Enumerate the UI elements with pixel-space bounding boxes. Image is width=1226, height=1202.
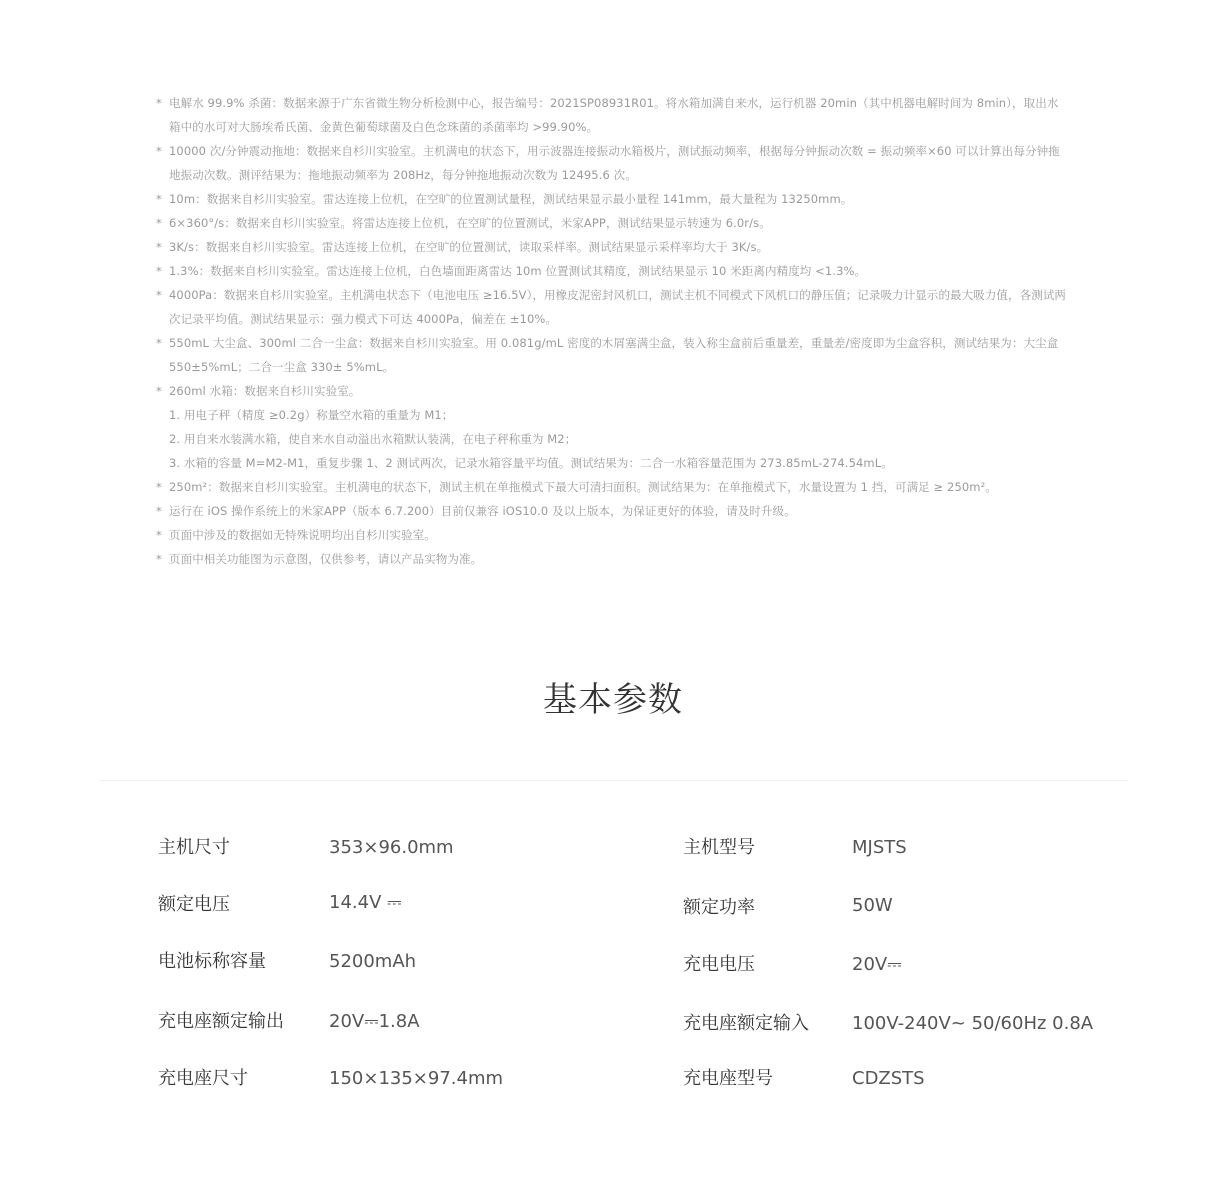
footnote-text: 260ml 水箱：数据来自杉川实验室。 bbox=[169, 384, 361, 398]
asterisk-mark: * bbox=[156, 192, 162, 206]
footnote-text: 1. 用电子秤（精度 ≥0.2g）称量空水箱的重量为 M1； bbox=[169, 408, 454, 422]
asterisk-mark: * bbox=[156, 96, 162, 110]
spec-label: 充电电压 bbox=[683, 954, 755, 975]
footnote-text: 550mL 大尘盒、300ml 二合一尘盒：数据来自杉川实验室。用 0.081g/mL 密度的木屑塞满尘盒，装入称尘盒前后重量差，重量差/密度即为尘盒容积，测试结果为：大尘盒 550±5%mL；二合一尘盒 330± 5%mL。 bbox=[169, 336, 1059, 374]
spec-label: 额定功率 bbox=[683, 897, 755, 918]
spec-label: 主机尺寸 bbox=[158, 837, 230, 858]
footnote-text: 4000Pa：数据来自杉川实验室。主机满电状态下（电池电压 ≥16.5V），用橡皮泥密封风机口，测试主机不同模式下风机口的静压值；记录吸力计显示的最大吸力值，各测试两次记录平均值。测试结果显示：强力模式下可达 4000Pa，偏差在 ±10%。 bbox=[169, 288, 1067, 326]
spec-label: 充电座尺寸 bbox=[158, 1068, 248, 1089]
asterisk-mark: * bbox=[156, 240, 162, 254]
spec-value: 14.4V ⎓ bbox=[329, 892, 402, 913]
spec-row bbox=[0, 947, 1226, 977]
spec-row bbox=[0, 1064, 1226, 1094]
asterisk-mark: * bbox=[156, 144, 162, 158]
footnote-text: 页面中涉及的数据如无特殊说明均出自杉川实验室。 bbox=[169, 528, 436, 542]
spec-value: 20V⎓ bbox=[852, 954, 902, 975]
spec-value: 150×135×97.4mm bbox=[329, 1068, 504, 1089]
spec-row bbox=[0, 833, 1226, 863]
footnote-text: 3. 水箱的容量 M=M2-M1，重复步骤 1、2 测试两次，记录水箱容量平均值。测试结果为：二合一水箱容量范围为 273.85mL-274.54mL。 bbox=[169, 456, 893, 470]
spec-label: 充电座型号 bbox=[683, 1068, 773, 1089]
asterisk-mark: * bbox=[156, 552, 162, 566]
asterisk-mark: * bbox=[156, 336, 162, 350]
asterisk-mark: * bbox=[156, 288, 162, 302]
footnote-text: 2. 用自来水装满水箱，使自来水自动溢出水箱默认装满，在电子秤称重为 M2； bbox=[169, 432, 577, 446]
footnote-text: 运行在 iOS 操作系统上的米家APP（版本 6.7.200）目前仅兼容 iOS10.0 及以上版本，为保证更好的体验，请及时升级。 bbox=[169, 504, 796, 518]
spec-label: 额定电压 bbox=[158, 894, 230, 915]
section-title: 基本参数 bbox=[543, 680, 683, 720]
asterisk-mark: * bbox=[156, 504, 162, 518]
spec-value: 5200mAh bbox=[329, 951, 417, 972]
footnote-text: 1.3%：数据来自杉川实验室。雷达连接上位机，白色墙面距离雷达 10m 位置测试其精度，测试结果显示 10 米距离内精度均 <1.3%。 bbox=[169, 264, 867, 278]
footnote-text: 6×360°/s：数据来自杉川实验室。将雷达连接上位机，在空旷的位置测试，米家APP，测试结果显示转速为 6.0r/s。 bbox=[169, 216, 771, 230]
spec-label: 充电座额定输入 bbox=[683, 1013, 809, 1034]
spec-value: 100V-240V~ 50/60Hz 0.8A bbox=[852, 1013, 1094, 1034]
spec-row bbox=[0, 890, 1226, 920]
spec-label: 充电座额定输出 bbox=[158, 1011, 284, 1032]
asterisk-mark: * bbox=[156, 480, 162, 494]
spec-value: CDZSTS bbox=[852, 1068, 925, 1089]
spec-value: 50W bbox=[852, 895, 893, 916]
footnote-text: 250m²：数据来自杉川实验室。主机满电的状态下，测试主机在单拖模式下最大可清扫面积。测试结果为：在单拖模式下，水量设置为 1 挡，可满足 ≥ 250m²。 bbox=[169, 480, 997, 494]
footnote-text: 3K/s：数据来自杉川实验室。雷达连接上位机，在空旷的位置测试，读取采样率。测试结果显示采样率均大于 3K/s。 bbox=[169, 240, 769, 254]
spec-label: 主机型号 bbox=[683, 837, 755, 858]
spec-value: 20V⎓1.8A bbox=[329, 1011, 420, 1032]
spec-value: MJSTS bbox=[852, 837, 907, 858]
footnote-text: 电解水 99.9% 杀菌：数据来源于广东省微生物分析检测中心，报告编号：2021SP08931R01。将水箱加满自来水，运行机器 20min（其中机器电解时间为 8min），取出水箱中的水可对大肠埃希氏菌、金黄色葡萄球菌及白色念珠菌的杀菌率均 >99.90%。 bbox=[169, 96, 1059, 134]
asterisk-mark: * bbox=[156, 528, 162, 542]
footnote-text: 页面中相关功能图为示意图，仅供参考，请以产品实物为准。 bbox=[169, 552, 483, 566]
asterisk-mark: * bbox=[156, 216, 162, 230]
footnote-text: 10000 次/分钟震动拖地：数据来自杉川实验室。主机满电的状态下，用示波器连接振动水箱极片，测试振动频率，根据每分钟振动次数 = 振动频率×60 可以计算出每分钟拖地振动次数。测评结果为：拖地振动频率为 208Hz，每分钟拖地振动次数为 12495.6 次。 bbox=[169, 144, 1060, 182]
asterisk-mark: * bbox=[156, 264, 162, 278]
spec-row bbox=[0, 1007, 1226, 1037]
spec-value: 353×96.0mm bbox=[329, 837, 454, 858]
spec-label: 电池标称容量 bbox=[158, 951, 266, 972]
footnote-text: 10m：数据来自杉川实验室。雷达连接上位机，在空旷的位置测试量程，测试结果显示最小量程 141mm，最大量程为 13250mm。 bbox=[169, 192, 853, 206]
asterisk-mark: * bbox=[156, 384, 162, 398]
